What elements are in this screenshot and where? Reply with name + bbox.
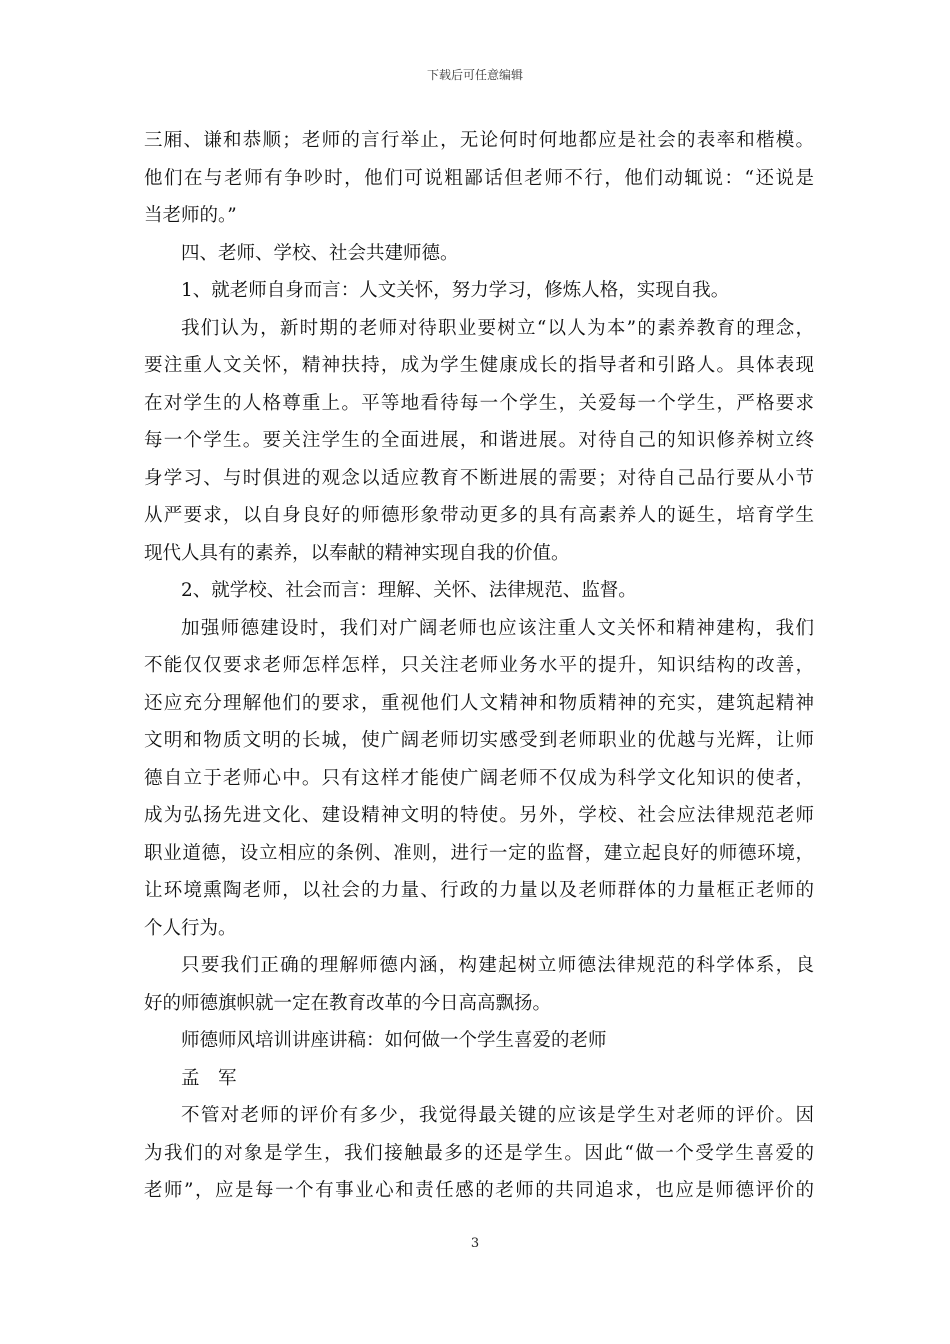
text-line: 在对学生的人格尊重上。平等地看待每一个学生，关爱每一个学生，严格要求 (144, 392, 814, 414)
text-line: 成为弘扬先进文化、建设精神文明的特使。另外，学校、社会应法律规范老师 (144, 805, 814, 826)
text-line: 三厢、谦和恭顺；老师的言行举止，无论何时何地都应是社会的表率和楷模。 (144, 130, 814, 151)
text-line: 文明和物质文明的长城，使广阔老师切实感受到老师职业的优越与光辉，让师 (144, 730, 814, 751)
text-line: 加强师德建设时，我们对广阔老师也应该注重人文关怀和精神建构，我们 (181, 617, 814, 639)
text-line: 还应充分理解他们的要求，重视他们人文精神和物质精神的充实，建筑起精神 (144, 692, 814, 714)
document-body (144, 122, 814, 1210)
page-header: 下载后可任意编辑 (426, 68, 523, 82)
section-heading: 四、老师、学校、社会共建师德。 (181, 242, 459, 264)
subsection-heading: 2、就学校、社会而言：理解、关怀、法律规范、监督。 (181, 580, 637, 601)
text-line: 让环境熏陶老师，以社会的力量、行政的力量以及老师群体的力量框正老师的 (144, 880, 814, 901)
text-line: 职业道德，设立相应的条例、准则，进行一定的监督，建立起良好的师德环境， (144, 842, 814, 864)
text-line: 个人行为。 (144, 917, 237, 939)
text-line: 德自立于老师心中。只有这样才能使广阔老师不仅成为科学文化知识的使者， (144, 767, 814, 789)
text-line: 老师”，应是每一个有事业心和责任感的老师的共同追求，也应是师德评价的 (144, 1180, 814, 1201)
text-line: 当老师的。” (144, 205, 237, 226)
text-line: 每一个学生。要关注学生的全面进展，和谐进展。对待自己的知识修养树立终 (144, 430, 814, 451)
text-line: 现代人具有的素养，以奉献的精神实现自我的价值。 (144, 542, 570, 564)
text-line: 要注重人文关怀，精神扶持，成为学生健康成长的指导者和引路人。具体表现 (144, 355, 814, 376)
author-name: 孟 军 (181, 1067, 237, 1089)
text-line: 只要我们正确的理解师德内涵，构建起树立师德法律规范的科学体系，良 (181, 955, 814, 976)
text-line: 从严要求，以自身良好的师德形象带动更多的具有高素养人的诞生，培育学生 (144, 505, 814, 526)
text-line: 不能仅仅要求老师怎样怎样，只关注老师业务水平的提升，知识结构的改善， (144, 655, 814, 676)
text-line: 他们在与老师有争吵时，他们可说粗鄙话但老师不行，他们动辄说：“还说是 (144, 167, 814, 189)
text-line: 不管对老师的评价有多少，我觉得最关键的应该是学生对老师的评价。因 (181, 1105, 814, 1126)
subsection-heading: 1、就老师自身而言：人文关怀，努力学习，修炼人格，实现自我。 (181, 280, 730, 301)
text-line: 身学习、与时俱进的观念以适应教育不断进展的需要；对待自己品行要从小节 (144, 467, 814, 489)
lecture-title: 师德师风培训讲座讲稿：如何做一个学生喜爱的老师 (181, 1030, 607, 1051)
text-line: 我们认为，新时期的老师对待职业要树立“以人为本”的素养教育的理念， (181, 317, 814, 339)
text-line: 为我们的对象是学生，我们接触最多的还是学生。因此“做一个受学生喜爱的 (144, 1142, 814, 1164)
page-number: 3 (470, 1236, 480, 1251)
text-line: 好的师德旗帜就一定在教育改革的今日高高飘扬。 (144, 992, 552, 1014)
